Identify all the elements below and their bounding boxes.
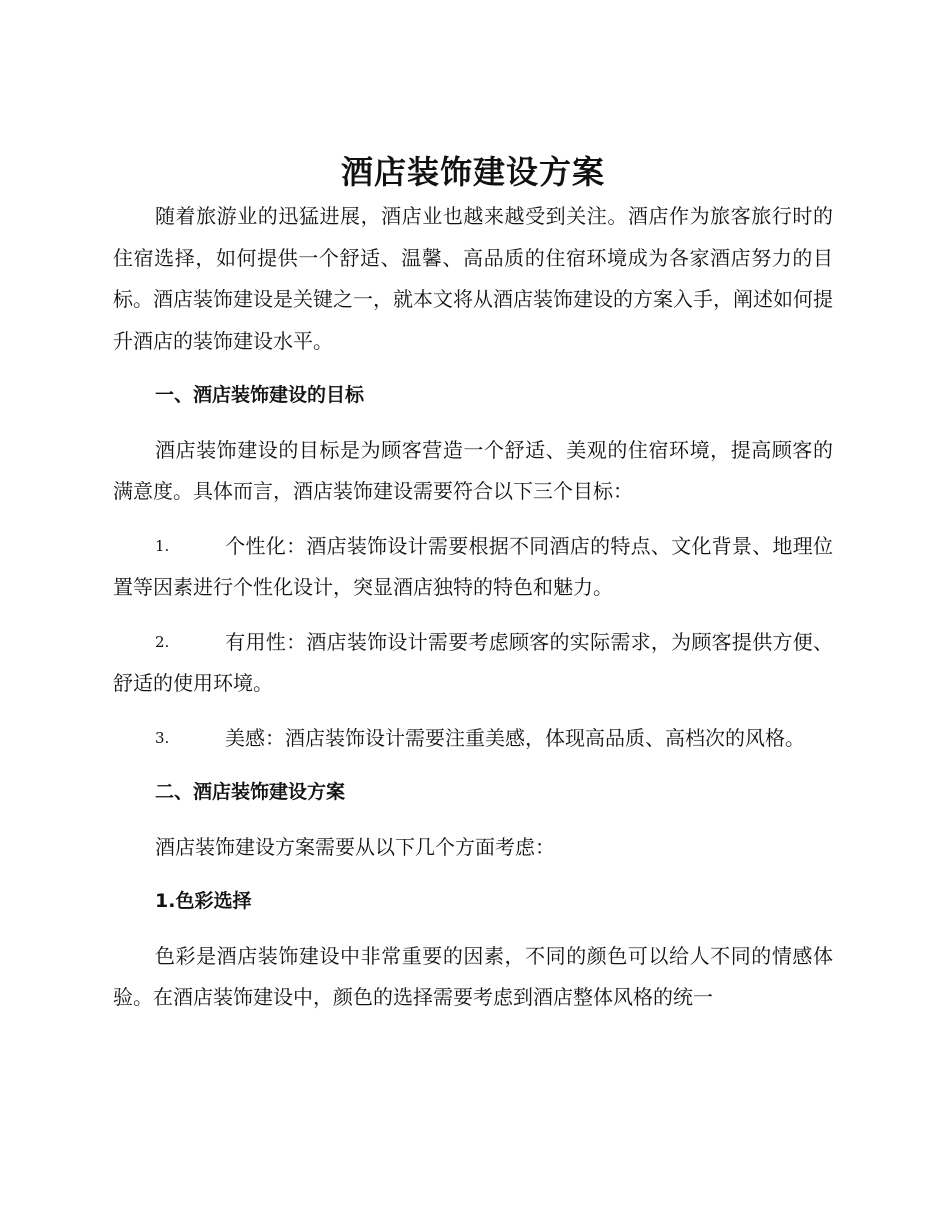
list-item — [113, 718, 833, 760]
subsection-heading-color: 1.色彩选择 — [155, 890, 252, 912]
goals-paragraph: 酒店装饰建设的目标是为顾客营造一个舒适、美观的住宿环境，提高顾客的满意度。具体而言，酒店装饰建设需要符合以下三个目标： — [113, 437, 833, 503]
list-number: 2. — [155, 632, 170, 651]
color-paragraph: 色彩是酒店装饰建设中非常重要的因素，不同的颜色可以给人不同的情感体验。在酒店装饰建设中，颜色的选择需要考虑到酒店整体风格的统一 — [113, 943, 833, 1009]
intro-paragraph: 随着旅游业的迅猛进展，酒店业也越来越受到关注。酒店作为旅客旅行时的住宿选择，如何提供一个舒适、温馨、高品质的住宿环境成为各家酒店努力的目标。酒店装饰建设是关键之一，就本文将从酒店装饰建设的方案入手，阐述如何提升酒店的装饰建设水平。 — [113, 204, 833, 353]
list-item-text: 美感：酒店装饰设计需要注重美感，体现高品质、高档次的风格。 — [225, 725, 805, 750]
list-number: 3. — [155, 728, 170, 747]
list-item-paragraph — [113, 526, 833, 609]
section-heading-plan: 二、酒店装饰建设方案 — [155, 781, 346, 803]
list-item-paragraph — [113, 718, 833, 760]
section-heading-goals: 一、酒店装饰建设的目标 — [155, 384, 365, 406]
list-item-text: 个性化：酒店装饰设计需要根据不同酒店的特点、文化背景、地理位置等因素进行个性化设计，突显酒店独特的特色和魅力。 — [113, 533, 833, 599]
document-content — [113, 150, 833, 1019]
list-item — [113, 622, 833, 705]
list-item-text: 有用性：酒店装饰设计需要考虑顾客的实际需求，为顾客提供方便、舒适的使用环境。 — [113, 629, 833, 695]
document-title: 酒店装饰建设方案 — [340, 153, 605, 191]
list-number: 1. — [155, 536, 170, 555]
plan-paragraph: 酒店装饰建设方案需要从以下几个方面考虑： — [155, 834, 555, 859]
list-item — [113, 526, 833, 609]
list-item-paragraph — [113, 622, 833, 705]
